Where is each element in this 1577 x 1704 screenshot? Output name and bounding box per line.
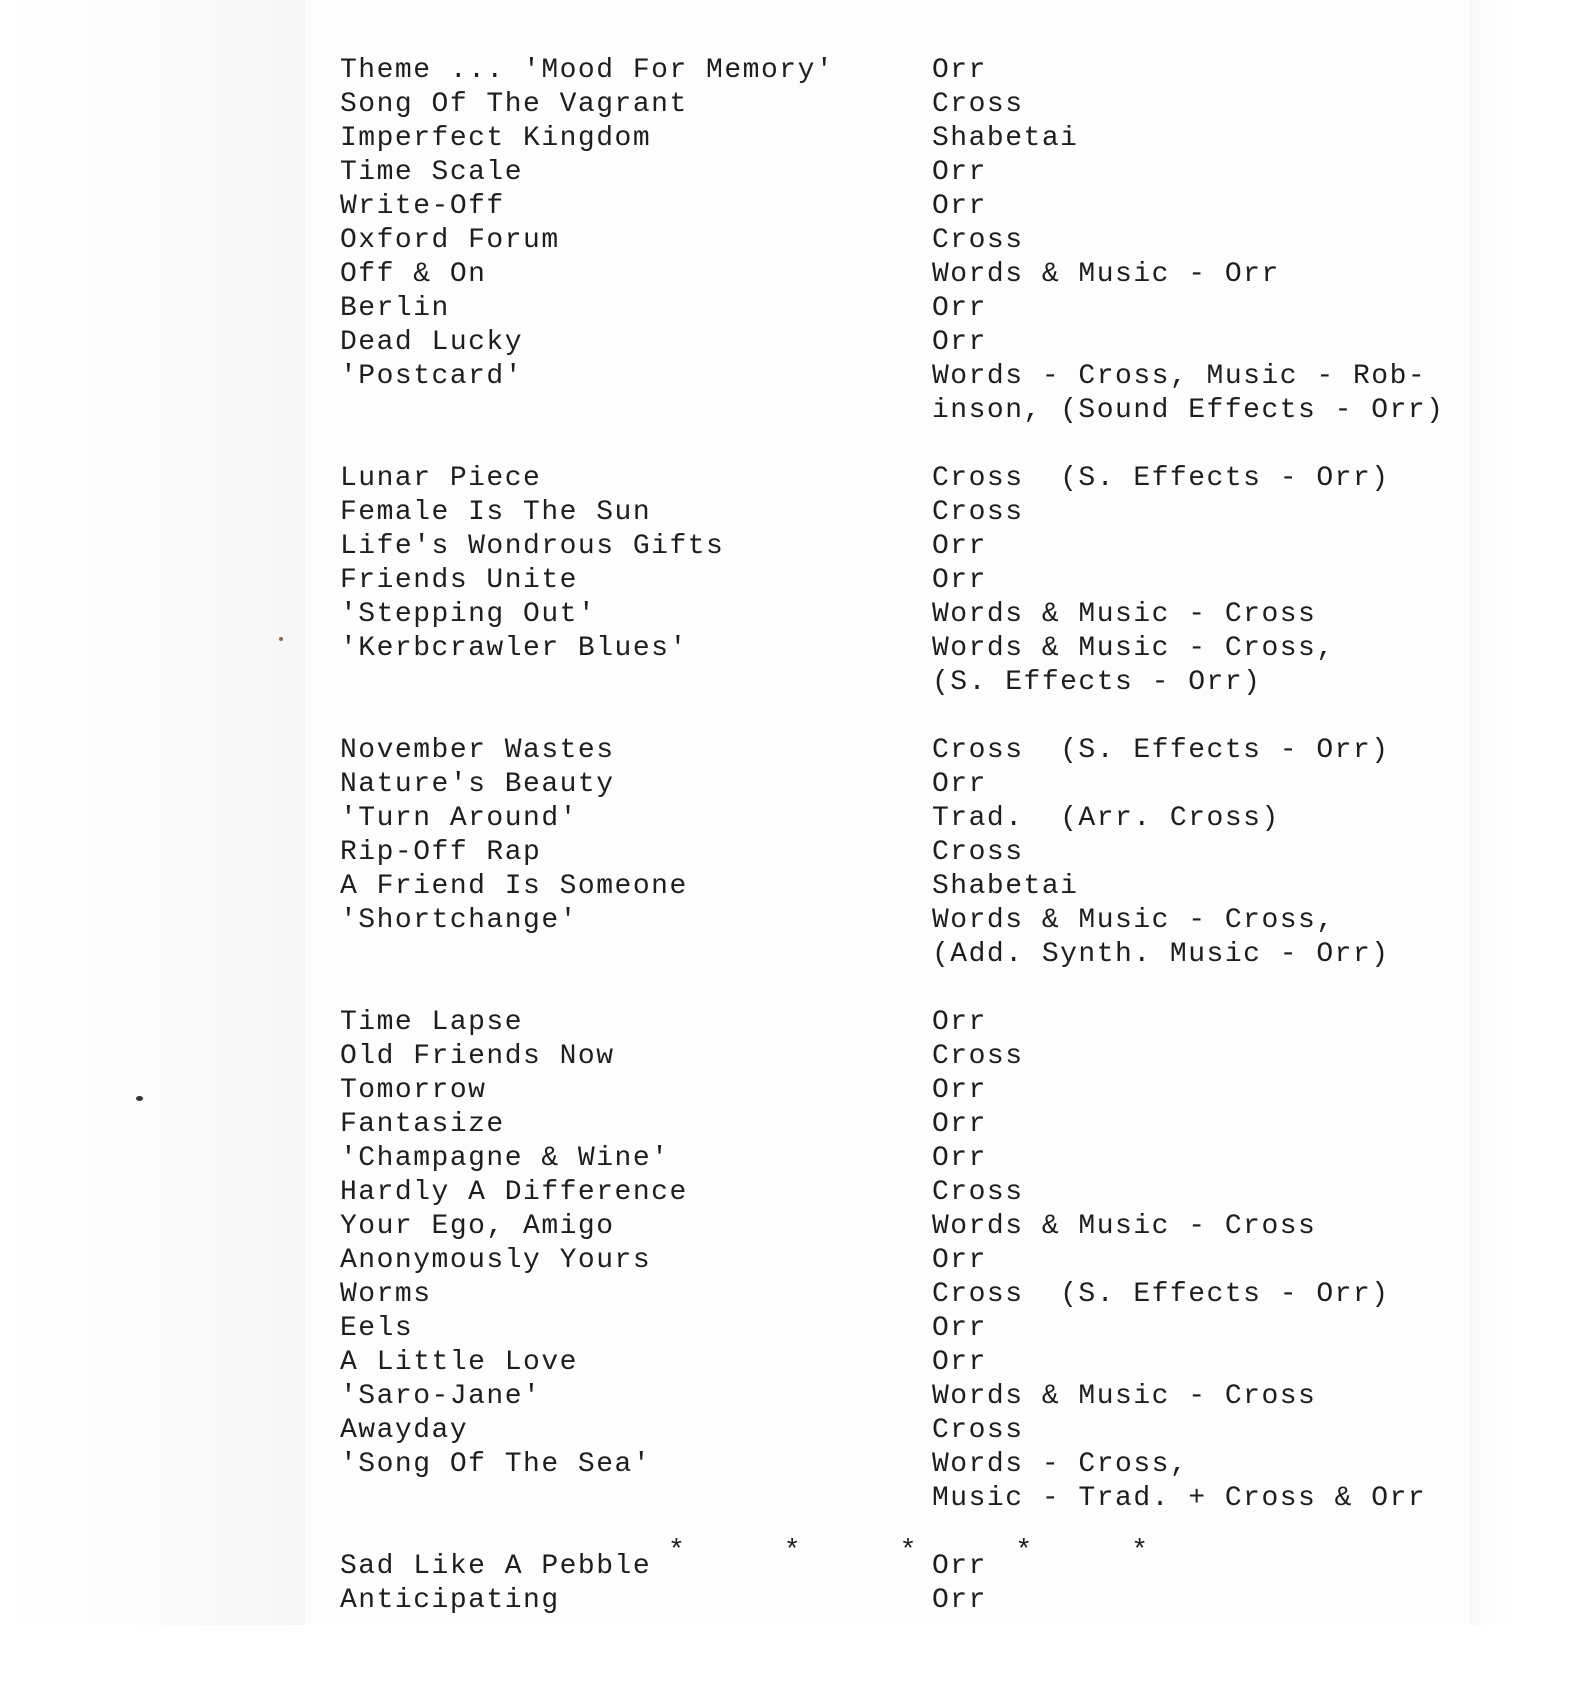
track-title: Song Of The Vagrant bbox=[340, 89, 688, 120]
credit-line: Cross bbox=[932, 497, 1024, 528]
track-credit bbox=[932, 530, 1470, 564]
track-credit bbox=[932, 1074, 1470, 1108]
track-title: Life's Wondrous Gifts bbox=[340, 531, 725, 562]
credit-line: Orr bbox=[932, 565, 987, 596]
list-item bbox=[340, 530, 1470, 564]
credit-line: Cross bbox=[932, 837, 1024, 868]
track-title: 'Postcard' bbox=[340, 361, 524, 392]
track-title: Time Lapse bbox=[340, 1007, 524, 1038]
credit-line: Cross bbox=[932, 1415, 1024, 1446]
track-credit bbox=[932, 1244, 1470, 1278]
list-item bbox=[340, 1244, 1470, 1278]
track-title: Time Scale bbox=[340, 157, 524, 188]
credit-line: Words & Music - Cross, bbox=[932, 633, 1335, 664]
list-item bbox=[340, 258, 1470, 292]
credit-line: Cross (S. Effects - Orr) bbox=[932, 735, 1390, 766]
credit-line: Orr bbox=[932, 1347, 987, 1378]
list-item bbox=[340, 1006, 1470, 1040]
list-item bbox=[340, 1278, 1470, 1312]
track-credit bbox=[932, 802, 1470, 836]
list-item bbox=[340, 122, 1470, 156]
track-credit bbox=[932, 904, 1470, 972]
track-credit bbox=[932, 768, 1470, 802]
track-credit bbox=[932, 258, 1470, 292]
blank-line bbox=[340, 428, 1470, 462]
list-item bbox=[340, 802, 1470, 836]
track-title: 'Shortchange' bbox=[340, 905, 578, 936]
track-title: Write-Off bbox=[340, 191, 505, 222]
track-credit bbox=[932, 1346, 1470, 1380]
track-credit bbox=[932, 1210, 1470, 1244]
track-title: Sad Like A Pebble bbox=[340, 1551, 652, 1582]
separator-star: * bbox=[1015, 1536, 1033, 1567]
credit-line: Words & Music - Orr bbox=[932, 259, 1280, 290]
credit-line: Orr bbox=[932, 1109, 987, 1140]
list-item bbox=[340, 1414, 1470, 1448]
track-title: Eels bbox=[340, 1313, 414, 1344]
track-title: Rip-Off Rap bbox=[340, 837, 542, 868]
track-credit bbox=[932, 1414, 1470, 1448]
credit-line: Orr bbox=[932, 327, 987, 358]
list-item bbox=[340, 632, 1470, 700]
track-title: 'Turn Around' bbox=[340, 803, 578, 834]
credit-line: Cross bbox=[932, 1177, 1024, 1208]
list-item bbox=[340, 1346, 1470, 1380]
track-credit bbox=[932, 1584, 1470, 1618]
blank-line bbox=[340, 700, 1470, 734]
credit-line: Words & Music - Cross bbox=[932, 1211, 1317, 1242]
credit-line: Orr bbox=[932, 1551, 987, 1582]
credit-line: Cross (S. Effects - Orr) bbox=[932, 1279, 1390, 1310]
end-separator bbox=[668, 1536, 1148, 1567]
separator-star: * bbox=[783, 1536, 801, 1567]
credit-line: Cross bbox=[932, 1041, 1024, 1072]
credit-line: Words & Music - Cross, bbox=[932, 905, 1335, 936]
credit-line: Orr bbox=[932, 293, 987, 324]
scan-speck bbox=[279, 637, 283, 641]
track-credit bbox=[932, 496, 1470, 530]
track-credit bbox=[932, 360, 1470, 428]
track-title: 'Song Of The Sea' bbox=[340, 1449, 652, 1480]
list-item bbox=[340, 836, 1470, 870]
track-credit bbox=[932, 224, 1470, 258]
track-title: Awayday bbox=[340, 1415, 469, 1446]
track-title: Berlin bbox=[340, 293, 450, 324]
separator-star: * bbox=[1131, 1536, 1148, 1567]
credit-line: (S. Effects - Orr) bbox=[932, 667, 1262, 698]
track-credit bbox=[932, 326, 1470, 360]
credit-line: Orr bbox=[932, 769, 987, 800]
credit-line: Orr bbox=[932, 531, 987, 562]
track-title: Fantasize bbox=[340, 1109, 505, 1140]
track-title: Anticipating bbox=[340, 1585, 560, 1616]
list-item bbox=[340, 564, 1470, 598]
list-item bbox=[340, 768, 1470, 802]
list-item bbox=[340, 1210, 1470, 1244]
list-item bbox=[340, 54, 1470, 88]
track-credit-list bbox=[340, 54, 1470, 1618]
scan-speck bbox=[136, 1096, 143, 1101]
track-title: November Wastes bbox=[340, 735, 615, 766]
credit-line: Music - Trad. + Cross & Orr bbox=[932, 1483, 1427, 1514]
scan-margin-left bbox=[0, 0, 305, 1704]
list-item bbox=[340, 1074, 1470, 1108]
credit-line: Orr bbox=[932, 1075, 987, 1106]
track-credit bbox=[932, 564, 1470, 598]
track-title: Dead Lucky bbox=[340, 327, 524, 358]
list-item bbox=[340, 1312, 1470, 1346]
separator-star: * bbox=[668, 1536, 685, 1567]
track-credit bbox=[932, 88, 1470, 122]
track-title: 'Saro-Jane' bbox=[340, 1381, 542, 1412]
track-credit bbox=[932, 1108, 1470, 1142]
track-title: Lunar Piece bbox=[340, 463, 542, 494]
list-item bbox=[340, 190, 1470, 224]
list-item bbox=[340, 1142, 1470, 1176]
track-title: Worms bbox=[340, 1279, 432, 1310]
credit-line: Orr bbox=[932, 191, 987, 222]
track-credit bbox=[932, 1176, 1470, 1210]
credit-line: inson, (Sound Effects - Orr) bbox=[932, 395, 1445, 426]
track-title: Imperfect Kingdom bbox=[340, 123, 652, 154]
track-credit bbox=[932, 156, 1470, 190]
track-credit bbox=[932, 1278, 1470, 1312]
track-credit bbox=[932, 122, 1470, 156]
track-title: Oxford Forum bbox=[340, 225, 560, 256]
track-credit bbox=[932, 1142, 1470, 1176]
list-item bbox=[340, 292, 1470, 326]
credit-line: Words & Music - Cross bbox=[932, 599, 1317, 630]
list-item bbox=[340, 1448, 1470, 1516]
credit-line: Orr bbox=[932, 1313, 987, 1344]
credit-line: Trad. (Arr. Cross) bbox=[932, 803, 1280, 834]
track-title: Friends Unite bbox=[340, 565, 578, 596]
track-credit bbox=[932, 734, 1470, 768]
track-title: Tomorrow bbox=[340, 1075, 487, 1106]
track-credit bbox=[932, 1448, 1470, 1516]
track-title: Nature's Beauty bbox=[340, 769, 615, 800]
list-item bbox=[340, 1584, 1470, 1618]
track-title: Theme ... 'Mood For Memory' bbox=[340, 55, 835, 86]
track-credit bbox=[932, 1006, 1470, 1040]
list-item bbox=[340, 1176, 1470, 1210]
list-item bbox=[340, 462, 1470, 496]
track-credit bbox=[932, 1380, 1470, 1414]
track-credit bbox=[932, 1040, 1470, 1074]
track-title: A Friend Is Someone bbox=[340, 871, 688, 902]
credit-line: Orr bbox=[932, 1143, 987, 1174]
list-item bbox=[340, 360, 1470, 428]
track-credit bbox=[932, 632, 1470, 700]
credit-line: Orr bbox=[932, 55, 987, 86]
track-title: Old Friends Now bbox=[340, 1041, 615, 1072]
track-title: 'Stepping Out' bbox=[340, 599, 597, 630]
track-title: 'Kerbcrawler Blues' bbox=[340, 633, 688, 664]
track-title: A Little Love bbox=[340, 1347, 578, 1378]
track-credit bbox=[932, 1312, 1470, 1346]
list-item bbox=[340, 88, 1470, 122]
credit-line: Orr bbox=[932, 1245, 987, 1276]
track-title: Off & On bbox=[340, 259, 487, 290]
track-title: Hardly A Difference bbox=[340, 1177, 688, 1208]
credit-line: Orr bbox=[932, 1007, 987, 1038]
list-item bbox=[340, 224, 1470, 258]
list-item bbox=[340, 734, 1470, 768]
list-item bbox=[340, 598, 1470, 632]
credit-line: Cross bbox=[932, 225, 1024, 256]
scan-margin-right bbox=[1470, 0, 1577, 1704]
track-credit bbox=[932, 190, 1470, 224]
list-item bbox=[340, 1040, 1470, 1074]
track-title: Your Ego, Amigo bbox=[340, 1211, 615, 1242]
list-item bbox=[340, 496, 1470, 530]
list-item bbox=[340, 1108, 1470, 1142]
credit-line: Shabetai bbox=[932, 871, 1079, 902]
credit-line: Cross (S. Effects - Orr) bbox=[932, 463, 1390, 494]
track-title: Female Is The Sun bbox=[340, 497, 652, 528]
credit-line: Shabetai bbox=[932, 123, 1079, 154]
blank-line bbox=[340, 972, 1470, 1006]
list-item bbox=[340, 1380, 1470, 1414]
credit-line: Words - Cross, Music - Rob- bbox=[932, 361, 1427, 392]
track-credit bbox=[932, 836, 1470, 870]
track-title: 'Champagne & Wine' bbox=[340, 1143, 670, 1174]
separator-star: * bbox=[899, 1536, 917, 1567]
list-item bbox=[340, 870, 1470, 904]
list-item bbox=[340, 156, 1470, 190]
credit-line: Words - Cross, bbox=[932, 1449, 1189, 1480]
track-credit bbox=[932, 870, 1470, 904]
track-credit bbox=[932, 292, 1470, 326]
scan-margin-bottom bbox=[0, 1625, 1577, 1704]
credit-line: Cross bbox=[932, 89, 1024, 120]
track-credit bbox=[932, 54, 1470, 88]
credit-line: Words & Music - Cross bbox=[932, 1381, 1317, 1412]
track-credit bbox=[932, 462, 1470, 496]
track-title: Anonymously Yours bbox=[340, 1245, 652, 1276]
credit-line: Orr bbox=[932, 1585, 987, 1616]
list-item bbox=[340, 326, 1470, 360]
credit-line: Orr bbox=[932, 157, 987, 188]
list-item bbox=[340, 904, 1470, 972]
credit-line: (Add. Synth. Music - Orr) bbox=[932, 939, 1390, 970]
track-credit bbox=[932, 598, 1470, 632]
